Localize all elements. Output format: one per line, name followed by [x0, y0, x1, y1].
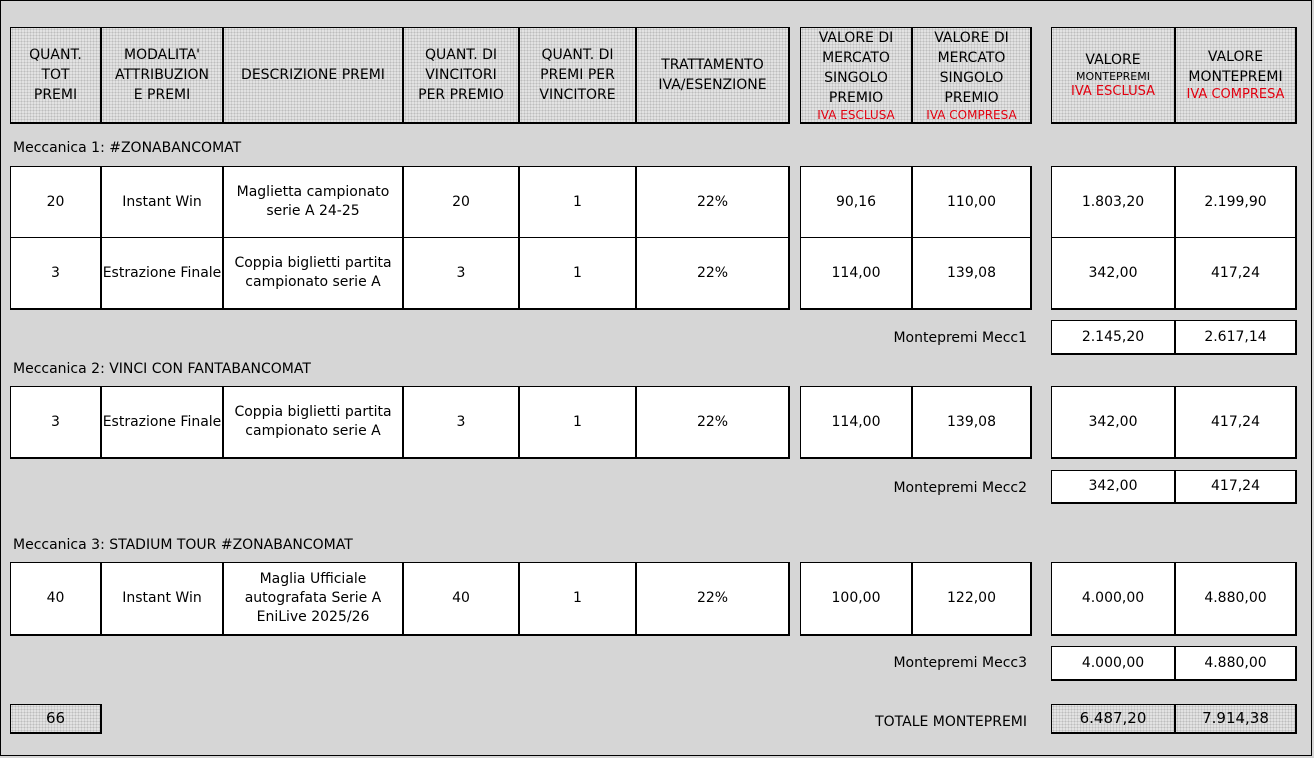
header-trattamento: [636, 27, 790, 124]
header-monte-compresa: [1175, 27, 1297, 124]
cell-v-escl: 114,00: [800, 237, 913, 310]
iva-note: IVA COMPRESA: [1186, 87, 1285, 102]
cell-desc: [223, 562, 404, 636]
header-line: IVA/ESENZIONE: [658, 77, 767, 93]
total-escl: 6.487,20: [1051, 704, 1176, 734]
desc-line: autografata Serie A: [244, 590, 382, 606]
header-line: VINCITORE: [539, 87, 616, 103]
header-line: MONTEPREMI: [1075, 70, 1150, 83]
cell-v-escl: 114,00: [800, 386, 913, 459]
desc-line: Coppia biglietti partita: [234, 404, 392, 420]
header-line: VALORE DI: [818, 29, 894, 46]
iva-note: IVA ESCLUSA: [817, 107, 895, 122]
header-quant-vincitori: [403, 27, 520, 124]
desc-line: Maglietta campionato: [236, 184, 390, 200]
header-valore-esclusa: [800, 27, 913, 124]
total-label: TOTALE MONTEPREMI: [875, 714, 1027, 730]
desc-line: EniLive 2025/26: [256, 609, 370, 625]
subtotal-escl-2: 342,00: [1051, 470, 1176, 504]
header-quant-premi: [519, 27, 637, 124]
desc-line: campionato serie A: [245, 274, 381, 290]
cell-m-compr: 417,24: [1175, 386, 1297, 459]
cell-qty: 3: [10, 237, 102, 310]
cell-winners: 3: [403, 386, 520, 459]
desc-line: serie A 24-25: [266, 203, 360, 219]
total-qty: 66: [10, 704, 102, 734]
header-line: PREMIO: [944, 89, 999, 106]
subtotal-label-3: Montepremi Mecc3: [893, 655, 1027, 671]
cell-iva: 22%: [636, 237, 790, 310]
header-line: DESCRIZIONE PREMI: [241, 67, 385, 83]
header-line: ATTRIBUZION: [114, 67, 210, 83]
subtotal-compr-2: 417,24: [1175, 470, 1297, 504]
cell-m-compr: 2.199,90: [1175, 166, 1297, 239]
cell-iva: 22%: [636, 386, 790, 459]
cell-v-escl: 90,16: [800, 166, 913, 239]
cell-per-winner: 1: [519, 237, 637, 310]
header-line: PER PREMIO: [418, 87, 504, 103]
cell-m-compr: 4.880,00: [1175, 562, 1297, 636]
subtotal-label-1: Montepremi Mecc1: [893, 330, 1027, 346]
cell-mode: Estrazione Finale: [101, 237, 224, 310]
header-line: MODALITA': [123, 47, 201, 63]
cell-m-escl: 4.000,00: [1051, 562, 1176, 636]
header-line: TRATTAMENTO: [661, 57, 764, 73]
header-line: PREMIO: [828, 89, 884, 106]
header-line: PREMI: [33, 87, 78, 103]
cell-v-compr: 139,08: [912, 237, 1032, 310]
cell-winners: 40: [403, 562, 520, 636]
cell-iva: 22%: [636, 166, 790, 239]
cell-v-compr: 122,00: [912, 562, 1032, 636]
cell-desc: [223, 166, 404, 239]
header-monte-esclusa: [1051, 27, 1176, 124]
subtotal-compr-3: 4.880,00: [1175, 646, 1297, 681]
header-line: QUANT.: [29, 47, 82, 63]
header-line: VALORE DI: [934, 29, 1009, 46]
header-line: MERCATO: [937, 49, 1006, 66]
header-line: VALORE: [1207, 49, 1264, 65]
cell-qty: 40: [10, 562, 102, 636]
cell-iva: 22%: [636, 562, 790, 636]
cell-winners: 20: [403, 166, 520, 239]
cell-per-winner: 1: [519, 386, 637, 459]
section-title-1: Meccanica 1: #ZONABANCOMAT: [13, 140, 242, 156]
desc-line: Maglia Ufficiale: [259, 571, 367, 587]
header-line: SINGOLO: [824, 69, 888, 86]
header-line: E PREMI: [133, 87, 191, 103]
header-line: TOT: [41, 67, 70, 83]
cell-m-escl: 342,00: [1051, 386, 1176, 459]
subtotal-escl-3: 4.000,00: [1051, 646, 1176, 681]
cell-winners: 3: [403, 237, 520, 310]
header-descrizione: [223, 27, 404, 124]
header-valore-compresa: [912, 27, 1032, 124]
section-title-2: Meccanica 2: VINCI CON FANTABANCOMAT: [13, 361, 311, 377]
cell-v-escl: 100,00: [800, 562, 913, 636]
cell-mode: Instant Win: [101, 166, 224, 239]
header-line: MONTEPREMI: [1188, 69, 1283, 85]
subtotal-escl-1: 2.145,20: [1051, 320, 1176, 355]
cell-m-escl: 1.803,20: [1051, 166, 1176, 239]
header-line: PREMI PER: [540, 67, 615, 83]
header-line: SINGOLO: [939, 69, 1004, 86]
header-quant-tot: [10, 27, 102, 124]
desc-line: Coppia biglietti partita: [234, 255, 392, 271]
desc-line: campionato serie A: [245, 423, 381, 439]
cell-per-winner: 1: [519, 166, 637, 239]
header-line: QUANT. DI: [541, 47, 614, 63]
header-line: VALORE: [1085, 52, 1141, 68]
cell-mode: Instant Win: [101, 562, 224, 636]
cell-v-compr: 139,08: [912, 386, 1032, 459]
header-line: MERCATO: [822, 49, 890, 66]
iva-note: IVA COMPRESA: [926, 107, 1017, 122]
subtotal-compr-1: 2.617,14: [1175, 320, 1297, 355]
header-line: QUANT. DI: [424, 47, 498, 63]
subtotal-label-2: Montepremi Mecc2: [893, 480, 1027, 496]
cell-per-winner: 1: [519, 562, 637, 636]
cell-qty: 3: [10, 386, 102, 459]
cell-desc: [223, 386, 404, 459]
cell-mode: Estrazione Finale: [101, 386, 224, 459]
section-title-3: Meccanica 3: STADIUM TOUR #ZONABANCOMAT: [13, 537, 353, 553]
total-compr: 7.914,38: [1175, 704, 1297, 734]
header-modalita: [101, 27, 224, 124]
cell-m-escl: 342,00: [1051, 237, 1176, 310]
cell-v-compr: 110,00: [912, 166, 1032, 239]
header-line: VINCITORI: [425, 67, 497, 83]
cell-m-compr: 417,24: [1175, 237, 1297, 310]
iva-note: IVA ESCLUSA: [1071, 84, 1155, 99]
cell-desc: [223, 237, 404, 310]
cell-qty: 20: [10, 166, 102, 239]
